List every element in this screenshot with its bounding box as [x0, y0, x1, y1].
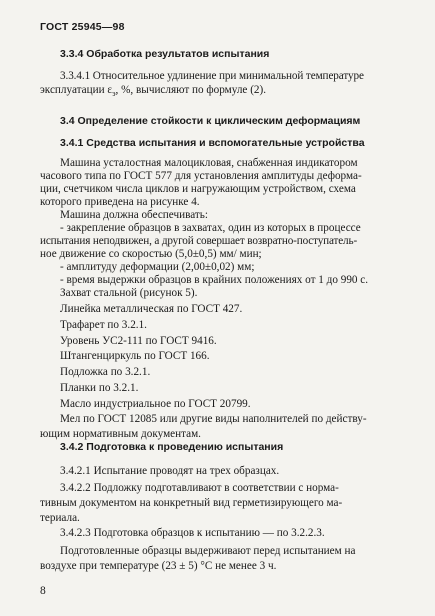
paragraph-line [40, 84, 266, 100]
paragraph-line: Машина усталостная малоцикловая, снабженная индикатором [60, 157, 358, 169]
paragraph-line: 3.4.2.1 Испытание проводят на трех образцах. [60, 465, 280, 477]
paragraph-line: Уровень УС2-111 по ГОСТ 9416. [60, 335, 217, 347]
subscript: э [112, 89, 116, 99]
paragraph-line: воздухе при температуре (23 ± 5) °С не менее 3 ч. [40, 560, 277, 572]
paragraph-line: - амплитуду деформации (2,00±0,02) мм; [60, 261, 255, 273]
section-3-4-1-title: 3.4.1 Средства испытания и вспомогательные устройства [60, 137, 365, 149]
paragraph-line: Масло индустриальное по ГОСТ 20799. [60, 398, 251, 410]
paragraph-line: ное движение со скоростью (5,0±0,5) мм/ мин; [40, 248, 262, 260]
page-number: 8 [40, 585, 46, 597]
paragraph-line: ции, счетчиком числа циклов и нагружающим устройством, схема [40, 183, 356, 195]
paragraph-line: Подготовленные образцы выдерживают перед испытанием на [60, 545, 356, 557]
section-3-3-4-title: 3.3.4 Обработка результатов испытания [60, 48, 270, 60]
paragraph-line: ющим нормативным документам. [40, 428, 201, 440]
section-3-4-title: 3.4 Определение стойкости к циклическим деформациям [60, 115, 361, 127]
paragraph-line: которого приведена на рисунке 4. [40, 196, 200, 208]
paragraph-line: 3.4.2.2 Подложку подготавливают в соответствии с норма- [60, 482, 339, 494]
paragraph-line: испытания неподвижен, а другой совершает возвратно-поступатель- [40, 235, 358, 247]
paragraph-line: часового типа по ГОСТ 577 для установления амплитуды деформа- [40, 170, 362, 182]
paragraph-line: Штангенциркуль по ГОСТ 166. [60, 350, 210, 362]
text-run: эксплуатации ε [40, 84, 113, 96]
page-header: ГОСТ 25945—98 [40, 21, 125, 33]
paragraph-line: Трафарет по 3.2.1. [60, 319, 147, 331]
paragraph-line: 3.4.2.3 Подготовка образцов к испытанию — по 3.2.2.3. [60, 527, 325, 539]
paragraph-line: - закрепление образцов в захватах, один из которых в процессе [60, 222, 361, 234]
paragraph-line: Линейка металлическая по ГОСТ 427. [60, 303, 243, 315]
section-3-4-2-title: 3.4.2 Подготовка к проведению испытания [60, 441, 284, 453]
text-run: , %, вычисляют по формуле (2). [115, 84, 267, 96]
paragraph-line: тивным документом на конкретный вид герметизирующего ма- [40, 497, 343, 509]
paragraph-line: - время выдержки образцов в крайних положениях от 1 до 990 с. [60, 274, 369, 286]
paragraph-line: териала. [40, 512, 80, 524]
paragraph-line: 3.3.4.1 Относительное удлинение при минимальной температуре [60, 70, 364, 82]
paragraph-line: Машина должна обеспечивать: [60, 209, 209, 221]
paragraph-line: Захват стальной (рисунок 5). [60, 287, 198, 299]
paragraph-line: Подложка по 3.2.1. [60, 366, 151, 378]
paragraph-line: Планки по 3.2.1. [60, 382, 139, 394]
paragraph-line: Мел по ГОСТ 12085 или другие виды наполнителей по действу- [60, 413, 367, 425]
